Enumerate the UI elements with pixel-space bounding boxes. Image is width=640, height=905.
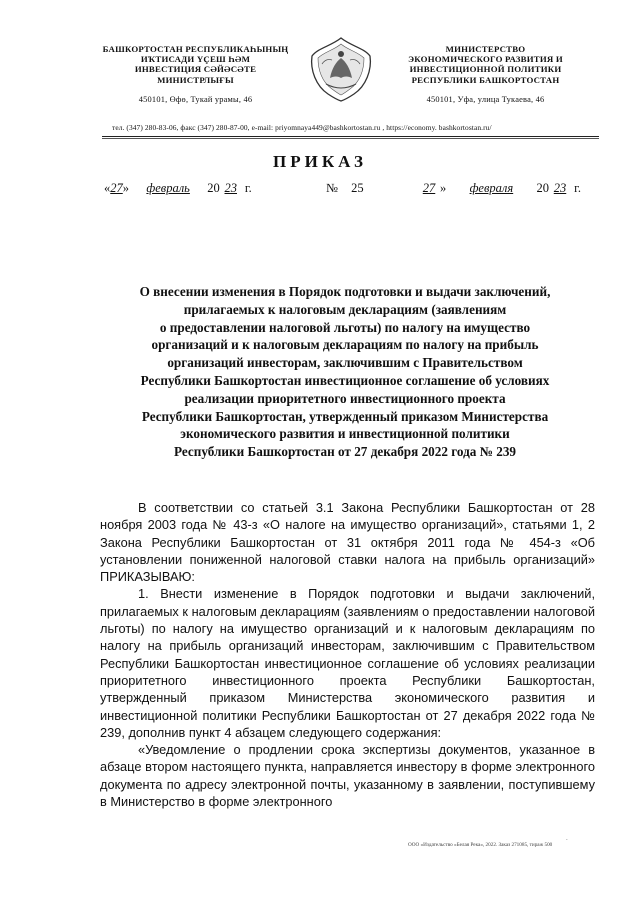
date-month: февраль	[146, 181, 190, 195]
subject-line: Республики Башкортостан от 27 декабря 2022 года № 239	[173, 444, 517, 460]
subject-line: экономического развития и инвестиционной политики	[180, 426, 510, 442]
subject-line: организаций инвесторам, заключившим с Правительством	[167, 355, 523, 371]
header-left-line: БАШКОРТОСТАН РЕСПУБЛИКАҺЫНЫҢ	[102, 44, 289, 54]
header-left-address: 450101, Өфө, Тукай урамы, 46	[138, 94, 253, 104]
date-year: 23	[553, 181, 567, 195]
document-body	[100, 499, 595, 810]
date-month: февраля	[469, 181, 514, 195]
subject-line: прилагаемых к налоговым декларациям (заявлениям	[183, 301, 507, 317]
date-day: 27	[110, 181, 123, 195]
header-left-line: МИНИСТРЛЫҒЫ	[157, 74, 234, 85]
document-subject	[100, 283, 590, 461]
header-left-ministry-bashkir	[78, 44, 313, 105]
date-year-prefix: 20	[536, 181, 549, 195]
header-right-line: ИНВЕСТИЦИОННОЙ ПОЛИТИКИ	[409, 64, 562, 75]
date-open-quote: «	[104, 181, 111, 195]
date-year-prefix: 20	[207, 181, 220, 195]
header-right-line: ЭКОНОМИЧЕСКОГО РАЗВИТИЯ И	[408, 54, 563, 65]
header-left-line: ИҠТИСАДИ ҮҪЕШ ҺӘМ	[140, 54, 251, 65]
subject-line: Республики Башкортостан инвестиционное соглашение об условиях	[140, 372, 550, 388]
date-bashkir	[104, 181, 252, 196]
subject-line: организаций и к налоговым декларациям по налогу на прибыль	[151, 337, 539, 353]
header-right-address: 450101, Уфа, улица Тукаева, 46	[426, 94, 545, 104]
margin-mark: .	[566, 834, 568, 842]
date-close-quote: »	[122, 181, 129, 195]
document-title: ПРИКАЗ	[273, 152, 367, 171]
body-paragraph: 1. Внести изменение в Порядок подготовки и выдачи заключений, прилагаемых к налоговым декларациям (заявлениям о предоставлении налоговой льготы) по налогу на имущество организаций и к налоговым декларациям по налогу на прибыль организаций инвесторам, заключившим с Правительством Республики Башкортостан инвестиционное соглашение об условиях реализации приоритетного инвестиционного проекта Республики Башкортостан, утвержденный приказом Министерства экономического развития и инвестиционной политики Республики Башкортостан от 27 декабря 2022 года № 239, дополнив пункт 4 абзацем следующего содержания:	[100, 586, 595, 740]
date-year: 23	[224, 181, 237, 195]
date-suffix: г.	[244, 181, 252, 195]
contact-line: тел. (347) 280-83-06, факс (347) 280-87-00, e-mail: priyomnaya449@bashkortostan.ru , https://economy. bashkortostan.ru/	[112, 123, 492, 132]
subject-line: реализации приоритетного инвестиционного проекта	[184, 390, 506, 406]
header-divider	[102, 136, 599, 137]
header-right-ministry-russian	[368, 44, 603, 105]
header-right-line: МИНИСТЕРСТВО	[445, 44, 526, 54]
coat-of-arms-emblem	[306, 34, 376, 102]
date-suffix: г.	[574, 181, 581, 195]
order-number	[326, 181, 364, 196]
subject-line: Республики Башкортостан, утвержденный приказом Министерства	[141, 408, 549, 424]
header-divider-thin	[102, 138, 599, 139]
header-right-line: РЕСПУБЛИКИ БАШКОРТОСТАН	[411, 74, 560, 85]
date-day: 27	[422, 181, 436, 195]
date-close-quote: »	[440, 181, 447, 195]
number-value: 25	[351, 181, 364, 195]
body-paragraph: В соответствии со статьей 3.1 Закона Республики Башкортостан от 28 ноября 2003 года № 43-з «О налоге на имущество организаций», статьями 1, 2 Закона Республики Башкортостан от 31 октября 2011 года № 454-з «Об установлении пониженной налоговой ставки налога на прибыль организаций» ПРИКАЗЫВАЮ:	[100, 500, 595, 585]
header-left-line: ИНВЕСТИЦИЯ СӘЙӘСӘТЕ	[134, 64, 257, 75]
body-paragraph: «Уведомление о продлении срока экспертизы документов, указанное в абзаце втором настоящего пункта, направляется инвестору в форме электронного документа по адресу электронной почты, указанному в заявлении, поступившему в Министерство в форме электронного	[100, 742, 595, 810]
printer-footer: ООО «Издательство «Белая Река», 2022. Заказ 271085, тираж 500	[408, 842, 553, 848]
number-label: №	[326, 181, 338, 195]
subject-line: о предоставлении налоговой льготы) по налогу на имущество	[159, 319, 531, 335]
subject-line: О внесении изменения в Порядок подготовки и выдачи заключений,	[139, 284, 551, 299]
date-russian	[418, 181, 581, 196]
